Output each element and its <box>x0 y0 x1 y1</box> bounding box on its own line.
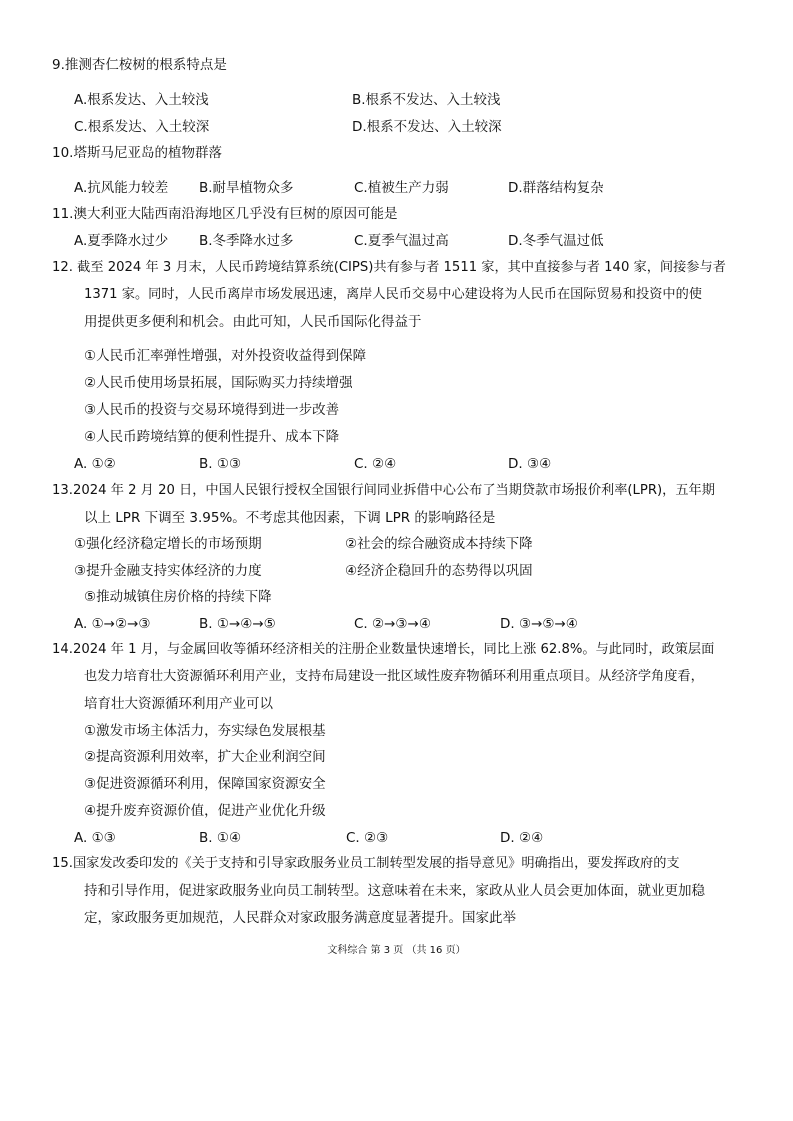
q12-statement-3: ③人民币的投资与交易环境得到进一步改善 <box>84 402 340 418</box>
q11-stem: 11.澳大利亚大陆西南沿海地区几乎没有巨树的原因可能是 <box>52 206 398 222</box>
q13-statement-4: ④经济企稳回升的态势得以巩固 <box>345 563 533 579</box>
q12-option-a: A. ①② <box>74 456 116 472</box>
q14-option-c: C. ②③ <box>346 830 389 846</box>
q15-stem-line-2: 持和引导作用，促进家政服务业向员工制转型。这意味着在未来，家政从业人员会更加体面，就业更加稳 <box>84 883 705 899</box>
q12-option-d: D. ③④ <box>508 456 552 472</box>
q14-option-d: D. ②④ <box>500 830 544 846</box>
q10-option-c: C.植被生产力弱 <box>354 180 449 196</box>
q15-stem-line-1: 15.国家发改委印发的《关于支持和引导家政服务业员工制转型发展的指导意见》明确指出，要发挥政府的支 <box>52 856 680 871</box>
q12-statement-2: ②人民币使用场景拓展，国际购买力持续增强 <box>84 375 353 391</box>
q12-option-b: B. ①③ <box>199 456 242 472</box>
q14-option-b: B. ①④ <box>199 830 242 846</box>
q11-option-d: D.冬季气温过低 <box>508 233 604 249</box>
q9-stem: 9.推测杏仁桉树的根系特点是 <box>52 57 227 73</box>
q12-statement-1: ①人民币汇率弹性增强，对外投资收益得到保障 <box>84 348 367 364</box>
q10-option-d: D.群落结构复杂 <box>508 180 604 196</box>
q11-option-a: A.夏季降水过少 <box>74 233 169 249</box>
page-footer: 文科综合 第 3 页 （共 16 页） <box>327 945 466 956</box>
q12-statement-4: ④人民币跨境结算的便利性提升、成本下降 <box>84 429 340 445</box>
q9-option-b: B.根系不发达、入土较浅 <box>352 92 501 108</box>
q12-stem-line-3: 用提供更多便利和机会。由此可知，人民币国际化得益于 <box>84 314 422 330</box>
q9-option-d: D.根系不发达、入土较深 <box>352 119 502 135</box>
q14-stem-line-1: 14.2024 年 1 月，与金属回收等循环经济相关的注册企业数量快速增长，同比上涨 62.8%。与此同时，政策层面 <box>52 642 715 657</box>
q14-statement-2: ②提高资源利用效率，扩大企业利润空间 <box>84 749 326 765</box>
q14-option-a: A. ①③ <box>74 830 116 846</box>
q13-statement-2: ②社会的综合融资成本持续下降 <box>345 536 533 552</box>
q13-option-d: D. ③→⑤→④ <box>500 616 578 632</box>
q13-stem-line-1: 13.2024 年 2 月 20 日，中国人民银行授权全国银行间同业拆借中心公布了当期贷款市场报价利率(LPR)，五年期 <box>52 483 715 498</box>
q14-stem-line-3: 培育壮大资源循环利用产业可以 <box>84 696 273 712</box>
q9-option-c: C.根系发达、入土较深 <box>74 119 210 135</box>
q11-option-b: B.冬季降水过多 <box>199 233 294 249</box>
q12-stem-line-1: 12. 截至 2024 年 3 月末，人民币跨境结算系统(CIPS)共有参与者 1511 家，其中直接参与者 140 家，间接参与者 <box>52 260 726 275</box>
q14-statement-4: ④提升废弃资源价值，促进产业优化升级 <box>84 803 326 819</box>
q14-stem-line-2: 也发力培育壮大资源循环利用产业，支持布局建设一批区域性废弃物循环利用重点项目。从经济学角度看， <box>84 669 704 684</box>
q12-option-c: C. ②④ <box>354 456 397 472</box>
q13-option-a: A. ①→②→③ <box>74 616 151 632</box>
q11-option-c: C.夏季气温过高 <box>354 233 449 249</box>
q13-stem-line-2: 以上 LPR 下调至 3.95%。不考虑其他因素，下调 LPR 的影响路径是 <box>84 510 496 526</box>
q13-option-b: B. ①→④→⑤ <box>199 616 276 632</box>
q10-stem: 10.塔斯马尼亚岛的植物群落 <box>52 145 222 161</box>
q14-statement-1: ①激发市场主体活力，夯实绿色发展根基 <box>84 723 326 739</box>
q9-option-a: A.根系发达、入土较浅 <box>74 92 209 108</box>
q10-option-b: B.耐旱植物众多 <box>199 180 294 196</box>
q12-stem-line-2: 1371 家。同时，人民币离岸市场发展迅速，离岸人民币交易中心建设将为人民币在国际贸易和投资中的使 <box>84 287 702 302</box>
q13-statement-1: ①强化经济稳定增长的市场预期 <box>74 536 262 552</box>
q14-statement-3: ③促进资源循环利用，保障国家资源安全 <box>84 776 326 792</box>
q13-statement-3: ③提升金融支持实体经济的力度 <box>74 563 262 579</box>
q13-option-c: C. ②→③→④ <box>354 616 431 632</box>
q13-statement-5: ⑤推动城镇住房价格的持续下降 <box>84 589 272 605</box>
q15-stem-line-3: 定，家政服务更加规范，人民群众对家政服务满意度显著提升。国家此举 <box>84 910 516 926</box>
q10-option-a: A.抗风能力较差 <box>74 180 169 196</box>
